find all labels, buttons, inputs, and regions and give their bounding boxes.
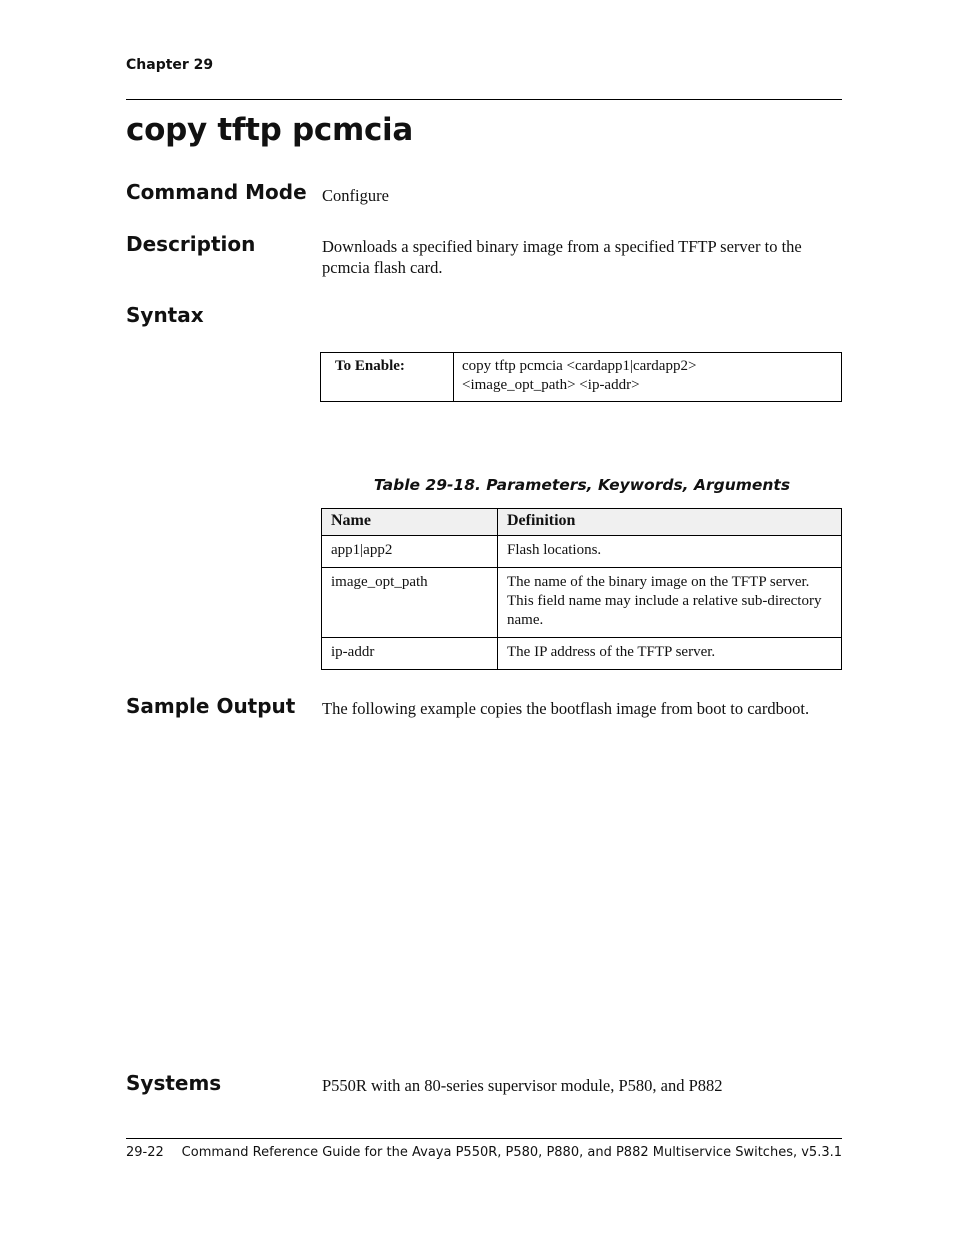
command-mode-heading: Command Mode xyxy=(126,180,307,204)
syntax-row xyxy=(321,353,842,402)
table-row xyxy=(322,568,842,638)
enable-label: To Enable: xyxy=(321,353,454,402)
enable-command-line-1: copy tftp pcmcia <cardapp1|cardapp2> xyxy=(462,358,697,374)
syntax-table xyxy=(320,352,842,402)
param-definition: Flash locations. xyxy=(498,536,842,568)
column-header-definition: Definition xyxy=(498,509,842,536)
chapter-label: Chapter 29 xyxy=(126,57,214,73)
param-definition: The name of the binary image on the TFTP server. This field name may include a relative sub-directory name. xyxy=(498,568,842,638)
description-heading: Description xyxy=(126,232,256,256)
sample-output-heading: Sample Output xyxy=(126,694,296,718)
footer-divider xyxy=(126,1138,842,1139)
param-name: app1|app2 xyxy=(322,536,498,568)
param-name: ip-addr xyxy=(322,638,498,670)
page-number: 29-22 xyxy=(126,1145,164,1160)
param-definition: The IP address of the TFTP server. xyxy=(498,638,842,670)
table-caption: Table 29-18. Parameters, Keywords, Arguments xyxy=(373,476,791,494)
column-header-name: Name xyxy=(322,509,498,536)
sample-output-text: The following example copies the bootflash image from boot to cardboot. xyxy=(322,699,810,718)
page-title: copy tftp pcmcia xyxy=(126,112,413,148)
footer-doc-title: Command Reference Guide for the Avaya P550R, P580, P880, and P882 Multiservice Switches, v5.3.1 xyxy=(181,1145,842,1160)
enable-command-line-2: <image_opt_path> <ip-addr> xyxy=(462,377,640,393)
table-header-row xyxy=(322,509,842,536)
table-row xyxy=(322,638,842,670)
systems-heading: Systems xyxy=(126,1071,222,1095)
description-text: Downloads a specified binary image from a specified TFTP server to the pcmcia flash card. xyxy=(322,237,802,277)
command-mode-text: Configure xyxy=(322,186,389,205)
header-divider xyxy=(126,99,842,100)
param-name: image_opt_path xyxy=(322,568,498,638)
enable-command xyxy=(454,353,842,402)
systems-text: P550R with an 80-series supervisor module, P580, and P882 xyxy=(322,1076,723,1095)
table-row xyxy=(322,536,842,568)
syntax-heading: Syntax xyxy=(126,303,204,327)
parameters-table xyxy=(321,508,842,670)
